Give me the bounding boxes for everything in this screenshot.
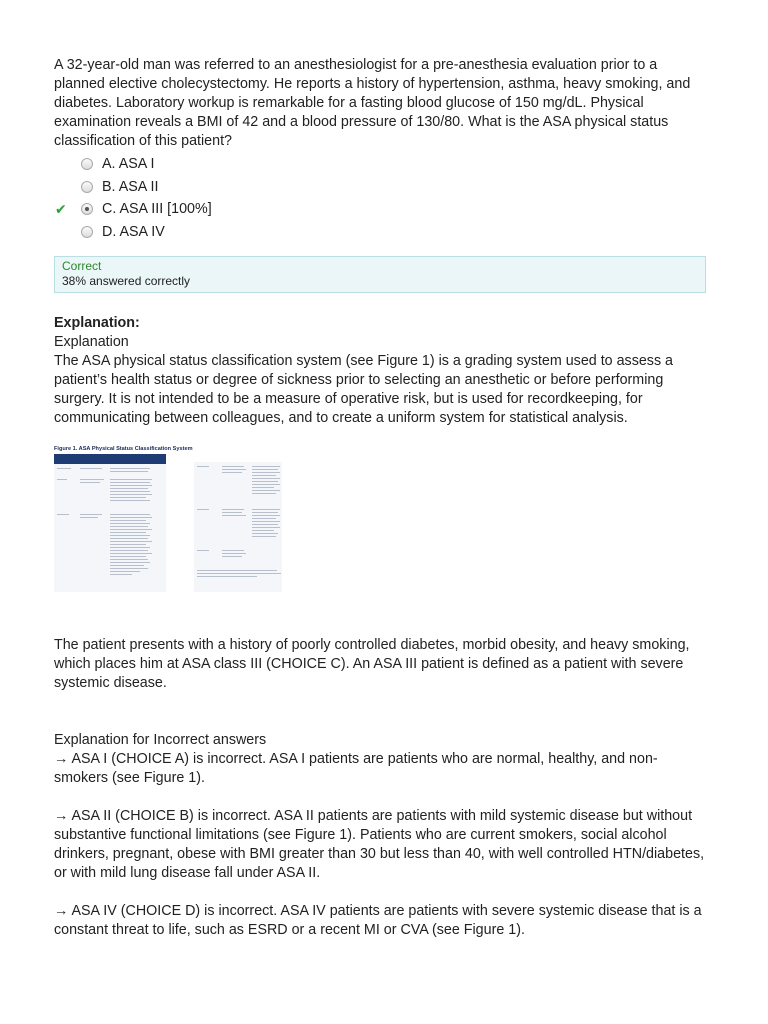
explanation-subheading: Explanation [54,334,129,350]
option-c[interactable] [54,198,706,221]
radio-button[interactable] [81,181,93,193]
option-a[interactable] [54,153,706,176]
incorrect-choice-a: → ASA I (CHOICE A) is incorrect. ASA I patients are patients who are normal, healthy, and non-smokers (see Figure 1). [54,751,658,786]
figure-title: Figure 1. ASA Physical Status Classification System [54,446,193,452]
option-label: A. ASA I [102,156,155,172]
incorrect-heading: Explanation for Incorrect answers [54,732,267,748]
table-header [54,454,166,464]
explanation-heading: Explanation: [54,315,140,331]
figure-asa-table [54,446,282,596]
radio-button-selected[interactable] [81,203,93,215]
option-d[interactable] [54,221,706,244]
result-status: Correct [62,259,102,273]
option-label: D. ASA IV [102,223,165,240]
incorrect-choice-b: → ASA II (CHOICE B) is incorrect. ASA II patients are patients with mild systemic disease but without substantive functional limitations (see Figure 1). Patients who are current smokers, social alcohol drinkers, pregnant, obese with BMI greater than 30 but less than 40, with well controlled HTN/diabetes, or with mild lung disease fall under ASA II. [54,808,705,881]
result-box [54,256,706,293]
answer-explanation: The patient presents with a history of poorly controlled diabetes, morbid obesity, and heavy smoking, which places him at ASA class III (CHOICE C). An ASA III patient is defined as a patient with severe systemic disease. [54,637,690,691]
question-stem: A 32-year-old man was referred to an anesthesiologist for a pre-anesthesia evaluation prior to a planned elective cholecystectomy. He reports a history of hypertension, asthma, heavy smoking, and diabetes. Laboratory workup is remarkable for a fasting blood glucose of 150 mg/dL. Physical examination reveals a BMI of 42 and a blood pressure of 130/80. What is the ASA physical status classification of this patient? [54,57,691,149]
question-page [54,56,706,940]
answer-options [54,153,706,243]
result-stats: 38% answered correctly [62,274,191,288]
radio-button[interactable] [81,226,93,238]
option-b[interactable] [54,176,706,199]
option-label: C. ASA III [100%] [102,201,212,217]
radio-button[interactable] [81,158,93,170]
explanation-intro: The ASA physical status classification system (see Figure 1) is a grading system used to assess a patient’s health status or degree of sickness prior to selecting an anesthetic or before performing surgery. It is not intended to be a measure of operative risk, but is used for recordkeeping, for communicating between colleagues, and to create a uniform system for statistical analysis. [54,353,674,426]
checkmark-icon: ✔ [55,201,67,217]
option-label: B. ASA II [102,178,159,195]
incorrect-choice-d: → ASA IV (CHOICE D) is incorrect. ASA IV patients are patients with severe systemic disease that is a constant threat to life, such as ESRD or a recent MI or CVA (see Figure 1). [54,903,702,938]
